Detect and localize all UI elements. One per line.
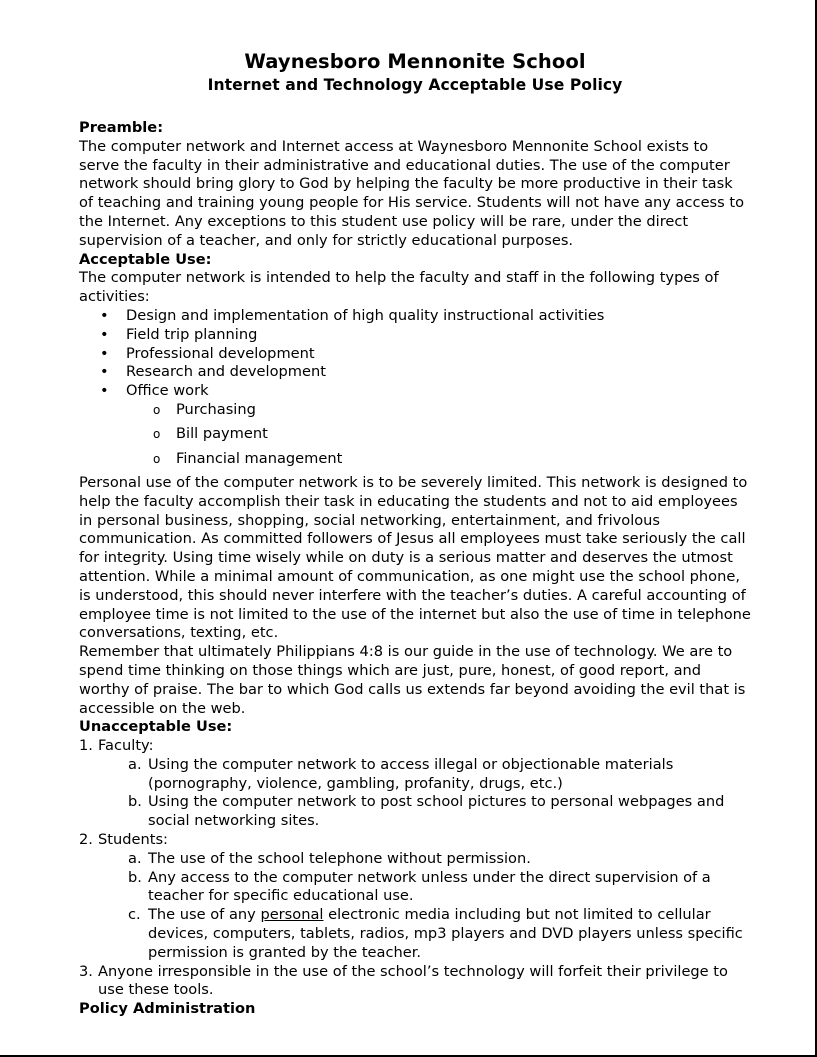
list-item bbox=[79, 756, 751, 794]
list-item bbox=[79, 425, 751, 449]
list-item-label: Office work bbox=[126, 382, 209, 400]
list-item bbox=[79, 793, 751, 831]
circle-bullet-marker-icon: o bbox=[153, 451, 161, 466]
bullet-marker-icon: • bbox=[100, 307, 109, 325]
list-item-label: Students: bbox=[98, 831, 168, 849]
students-numbered-item bbox=[79, 831, 751, 850]
circle-bullet-marker-icon: o bbox=[153, 427, 161, 442]
list-item bbox=[79, 326, 751, 345]
paragraph-preamble: The computer network and Internet access at Waynesboro Mennonite School exists to serve the faculty in their administrative and educational duties. The use of the computer network should bring glory to God by helping the faculty be more productive in their task of teaching and training young people for His service. Students will not have any access to the Internet. Any exceptions to this student use policy will be rare, under the direct supervision of a teacher, and only for strictly educational purposes. bbox=[79, 137, 745, 249]
students-sub-list bbox=[79, 850, 751, 963]
list-item-label: Anyone irresponsible in the use of the school’s technology will forfeit their privilege to use these tools. bbox=[98, 962, 728, 999]
bullet-marker-icon: • bbox=[100, 325, 109, 343]
forfeit-numbered-item bbox=[79, 963, 751, 1001]
list-item-label: Any access to the computer network unless under the direct supervision of a teacher for specific educational use. bbox=[148, 868, 711, 905]
bullet-marker-icon: • bbox=[100, 363, 109, 381]
list-item-label: Using the computer network to access illegal or objectionable materials (pornography, violence, gambling, profanity, drugs, etc.) bbox=[148, 755, 674, 792]
list-item bbox=[79, 382, 751, 401]
list-item bbox=[79, 850, 751, 869]
heading-policy-administration: Policy Administration bbox=[79, 1000, 256, 1018]
list-item-label: Purchasing bbox=[176, 401, 256, 419]
bullet-marker-icon: • bbox=[100, 382, 109, 400]
acceptable-use-bullet-list bbox=[79, 307, 751, 401]
text-after-underline: electronic media including but not limited to cellular devices, computers, tablets, radios, mp3 players and DVD players unless specific permission is granted by the teacher. bbox=[148, 906, 743, 961]
list-item-label: Research and development bbox=[126, 363, 326, 381]
letter-marker: c. bbox=[128, 906, 141, 924]
title-spacer bbox=[79, 93, 751, 119]
heading-acceptable-use: Acceptable Use: bbox=[79, 250, 212, 268]
list-item bbox=[79, 831, 751, 850]
list-item bbox=[79, 401, 751, 425]
list-item-label: Financial management bbox=[176, 449, 343, 467]
page-title: Waynesboro Mennonite School bbox=[244, 50, 586, 73]
list-item bbox=[79, 963, 751, 1001]
letter-marker: a. bbox=[128, 755, 142, 773]
list-item-label: Design and implementation of high quality instructional activities bbox=[126, 307, 605, 325]
letter-marker: a. bbox=[128, 849, 142, 867]
list-item bbox=[79, 869, 751, 907]
list-item-label: Field trip planning bbox=[126, 325, 258, 343]
number-marker: 2. bbox=[79, 831, 93, 849]
list-item-label: The use of the school telephone without permission. bbox=[148, 849, 531, 867]
list-item-label bbox=[148, 906, 743, 961]
faculty-sub-list bbox=[79, 756, 751, 831]
circle-bullet-marker-icon: o bbox=[153, 403, 161, 418]
paragraph-acceptable-use-intro: The computer network is intended to help the faculty and staff in the following types of activities: bbox=[79, 269, 719, 306]
letter-marker: b. bbox=[128, 868, 142, 886]
number-marker: 1. bbox=[79, 737, 93, 755]
list-item-label: Faculty: bbox=[98, 737, 154, 755]
bullet-marker-icon: • bbox=[100, 344, 109, 362]
list-item-label: Bill payment bbox=[176, 425, 268, 443]
letter-marker: b. bbox=[128, 793, 142, 811]
heading-unacceptable-use: Unacceptable Use: bbox=[79, 718, 233, 736]
underlined-word: personal bbox=[260, 906, 324, 924]
list-item bbox=[79, 737, 751, 756]
list-item-label: Professional development bbox=[126, 344, 315, 362]
office-work-sub-list bbox=[79, 401, 751, 474]
paragraph-personal-use: Personal use of the computer network is to be severely limited. This network is designed to help the faculty accomplish their task in educating the students and not to aid employees in personal business, shopping, social networking, entertainment, and frivolous communication. As committed followers of Jesus all employees must take seriously the call for integrity. Using time wisely while on duty is a serious matter and deserves the utmost attention. While a minimal amount of communication, as one might use the school phone, is understood, this should never interfere with the teacher’s duties. A careful accounting of employee time is not limited to the use of the internet but also the use of time in telephone conversations, texting, etc. bbox=[79, 473, 751, 642]
heading-preamble: Preamble: bbox=[79, 119, 164, 137]
paragraph-philippians: Remember that ultimately Philippians 4:8 is our guide in the use of technology. We are to spend time thinking on those things which are just, pure, honest, of good report, and worthy of praise. The bar to which God calls us extends far beyond avoiding the evil that is accessible on the web. bbox=[79, 643, 746, 717]
list-item-label: Using the computer network to post school pictures to personal webpages and social networking sites. bbox=[148, 793, 725, 830]
list-item bbox=[79, 345, 751, 364]
unacceptable-use-numbered-list bbox=[79, 737, 751, 756]
text-before-underline: The use of any bbox=[148, 906, 261, 924]
list-item bbox=[79, 307, 751, 326]
document-content bbox=[79, 0, 751, 1019]
number-marker: 3. bbox=[79, 962, 93, 980]
list-item bbox=[79, 363, 751, 382]
page-subtitle: Internet and Technology Acceptable Use Policy bbox=[207, 75, 623, 94]
list-item bbox=[79, 450, 751, 474]
list-item bbox=[79, 906, 751, 962]
